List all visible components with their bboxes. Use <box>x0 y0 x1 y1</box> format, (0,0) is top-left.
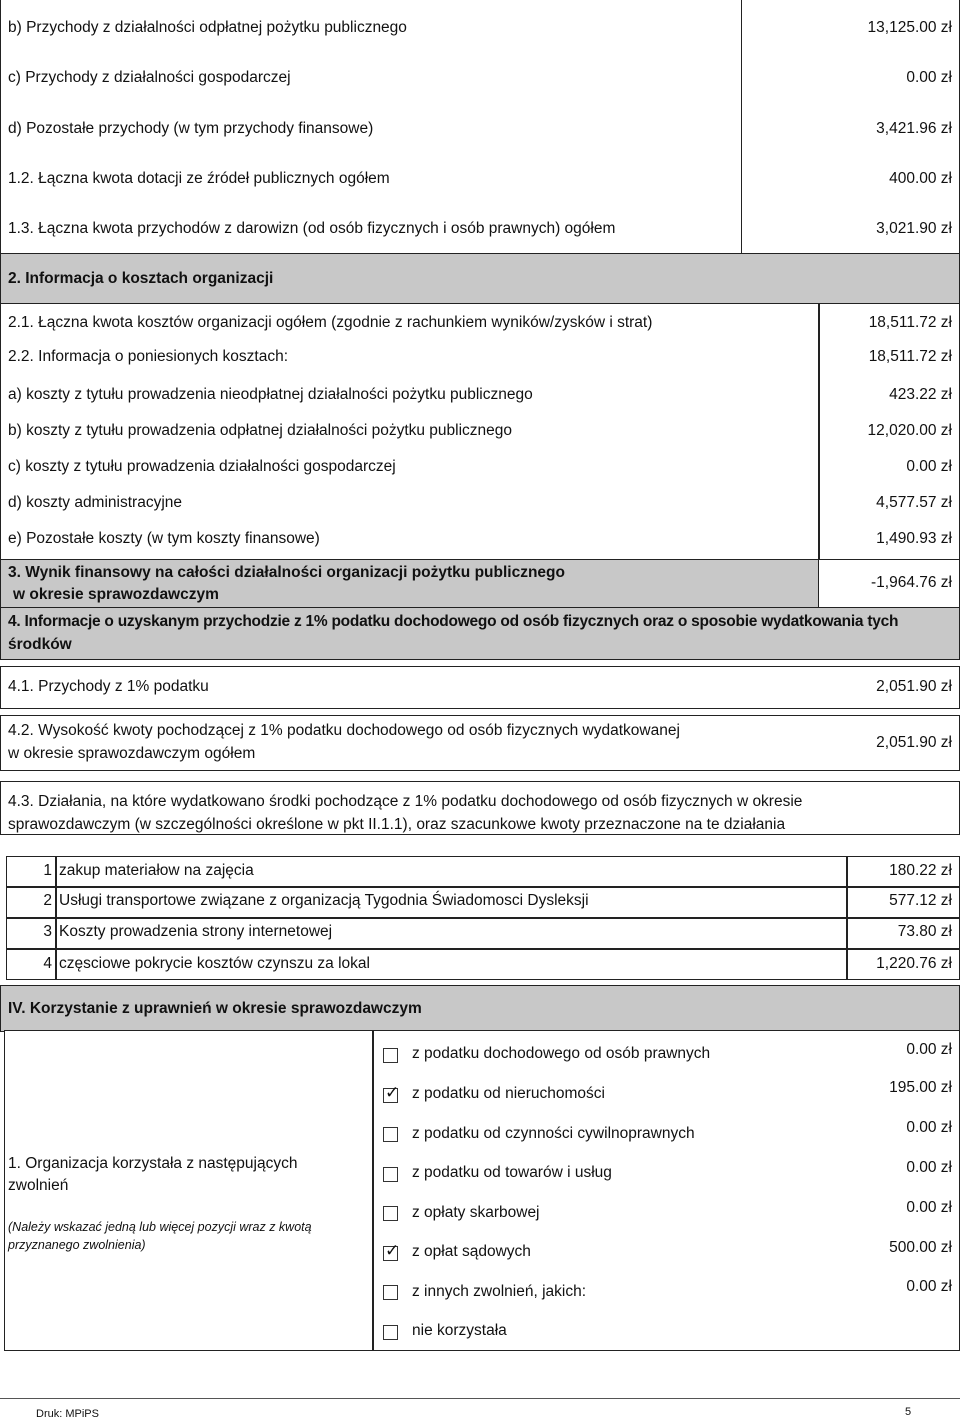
row-4-3-line1: 4.3. Działania, na które wydatkowano środki pochodzące z 1% podatku dochodowego od osób fizycznych w okresie <box>8 793 803 810</box>
row-value: 12,020.00 zł <box>867 422 952 439</box>
exemption-label: z podatku dochodowego od osób prawnych <box>412 1045 711 1062</box>
section-title: 2. Informacja o kosztach organizacji <box>8 270 274 287</box>
activity-value: 180.22 zł <box>889 862 952 879</box>
exemption-checkbox[interactable] <box>383 1241 400 1261</box>
check-icon: ✓ <box>385 1241 400 1260</box>
exemption-label: nie korzystała <box>412 1322 507 1339</box>
exemption-label: z opłaty skarbowej <box>412 1204 540 1221</box>
activity-number: 2 <box>43 892 52 909</box>
section-iv-title: IV. Korzystanie z uprawnień w okresie sprawozdawczym <box>8 1000 422 1017</box>
exemption-label: z opłat sądowych <box>412 1243 531 1260</box>
row-value: 18,511.72 zł <box>868 348 952 365</box>
exemption-label: z podatku od nieruchomości <box>412 1085 606 1102</box>
row-label: d) koszty administracyjne <box>8 494 183 511</box>
activity-name: Koszty prowadzenia strony internetowej <box>59 923 333 940</box>
exemption-value: 0.00 zł <box>906 1159 952 1176</box>
row-value: 0.00 zł <box>906 458 952 475</box>
activity-number: 1 <box>43 862 52 879</box>
row-4-2-value: 2,051.90 zł <box>876 734 952 751</box>
activity-value: 577.12 zł <box>889 892 952 909</box>
row-4-2 <box>0 715 960 771</box>
row-label: a) koszty z tytułu prowadzenia nieodpłatnej działalności pożytku publicznego <box>8 386 533 403</box>
section-4-title-line2: środków <box>8 636 72 653</box>
exemption-value: 0.00 zł <box>906 1278 952 1295</box>
exemption-checkbox[interactable] <box>383 1048 398 1063</box>
exemption-value: 0.00 zł <box>906 1119 952 1136</box>
row-value: 18,511.72 zł <box>868 314 952 331</box>
row-value: 3,021.90 zł <box>876 220 952 237</box>
exemptions-note-line2: przyznanego zwolnienia) <box>8 1238 146 1252</box>
section-3-value-cell <box>818 559 960 609</box>
activity-value: 1,220.76 zł <box>876 955 952 972</box>
exemption-checkbox[interactable] <box>383 1167 398 1182</box>
section-4-header <box>0 607 960 660</box>
section-4-title-line1: 4. Informacje o uzyskanym przychodzie z 1% podatku dochodowego od osób fizycznych oraz o sposobie wydatkowania tych <box>8 613 899 630</box>
footer-print-label: Druk: MPiPS <box>36 1408 99 1420</box>
exemption-value: 0.00 zł <box>906 1199 952 1216</box>
exemption-checkbox[interactable] <box>383 1285 398 1300</box>
row-label: e) Pozostałe koszty (w tym koszty finansowe) <box>8 530 320 547</box>
activity-name: częsciowe pokrycie kosztów czynszu za lokal <box>59 955 370 972</box>
exemptions-box <box>4 1030 960 1351</box>
activities-row-divider <box>6 948 960 950</box>
row-4-2-line1: 4.2. Wysokość kwoty pochodzącej z 1% podatku dochodowego od osób fizycznych wydatkowanej <box>8 722 680 739</box>
row-4-2-line2: w okresie sprawozdawczym ogółem <box>8 745 256 762</box>
row-label: 1.2. Łączna kwota dotacji ze źródeł publicznych ogółem <box>8 170 390 187</box>
exemption-checkbox[interactable] <box>383 1127 398 1142</box>
row-4-3 <box>0 781 960 835</box>
row-label: c) koszty z tytułu prowadzenia działalności gospodarczej <box>8 458 396 475</box>
row-value: 423.22 zł <box>889 386 952 403</box>
activity-name: Usługi transportowe związane z organizacją Tygodnia Świadomosci Dysleksji <box>59 892 589 909</box>
row-value: 0.00 zł <box>906 69 952 86</box>
row-4-1-value: 2,051.90 zł <box>876 678 952 695</box>
exemption-value: 195.00 zł <box>889 1079 952 1096</box>
row-label: c) Przychody z działalności gospodarczej <box>8 69 291 86</box>
activities-row-divider <box>6 917 960 919</box>
row-label: 2.1. Łączna kwota kosztów organizacji ogółem (zgodnie z rachunkiem wyników/zysków i strat) <box>8 314 653 331</box>
page-number: 5 <box>905 1406 912 1418</box>
activity-value: 73.80 zł <box>897 923 952 940</box>
exemptions-label-line2: zwolnień <box>8 1177 69 1194</box>
row-label: 1.3. Łączna kwota przychodów z darowizn (od osób fizycznych i osób prawnych) ogółem <box>8 220 616 237</box>
exemption-value: 0.00 zł <box>906 1041 952 1058</box>
section-3-line2: w okresie sprawozdawczym <box>13 586 219 603</box>
exemption-checkbox[interactable] <box>383 1083 400 1103</box>
costs-divider <box>818 303 820 561</box>
exemptions-divider <box>372 1030 374 1351</box>
row-4-1-label: 4.1. Przychody z 1% podatku <box>8 678 209 695</box>
activity-name: zakup materiałow na zajęcia <box>59 862 254 879</box>
exemption-checkbox[interactable] <box>383 1325 398 1340</box>
exemption-checkbox[interactable] <box>383 1206 398 1221</box>
check-icon: ✓ <box>385 1083 400 1102</box>
footer-rule <box>0 1398 960 1399</box>
section-3-header <box>0 559 820 609</box>
row-label: d) Pozostałe przychody (w tym przychody finansowe) <box>8 120 374 137</box>
row-value: 3,421.96 zł <box>876 120 952 137</box>
section-3-line1: 3. Wynik finansowy na całości działalności organizacji pożytku publicznego <box>8 564 565 581</box>
exemption-label: z innych zwolnień, jakich: <box>412 1283 587 1300</box>
exemptions-label-line1: 1. Organizacja korzystała z następujących <box>8 1155 298 1172</box>
exemption-label: z podatku od towarów i usług <box>412 1164 612 1181</box>
activity-number: 3 <box>43 923 52 940</box>
activities-row-divider <box>6 886 960 888</box>
activity-number: 4 <box>43 955 52 972</box>
row-label: b) koszty z tytułu prowadzenia odpłatnej działalności pożytku publicznego <box>8 422 513 439</box>
exemption-label: z podatku od czynności cywilnoprawnych <box>412 1125 695 1142</box>
row-value: 4,577.57 zł <box>876 494 952 511</box>
row-4-3-line2: sprawozdawczym (w szczególności określone w pkt II.1.1), oraz szacunkowe kwoty przeznaczone na te działania <box>8 816 786 833</box>
exemptions-note-line1: (Należy wskazać jedną lub więcej pozycji wraz z kwotą <box>8 1220 312 1234</box>
row-value: 400.00 zł <box>889 170 952 187</box>
row-value: 13,125.00 zł <box>867 19 952 36</box>
row-4-1 <box>0 666 960 709</box>
section-iv-header <box>0 985 960 1032</box>
row-label: b) Przychody z działalności odpłatnej pożytku publicznego <box>8 19 407 36</box>
row-label: 2.2. Informacja o poniesionych kosztach: <box>8 348 289 365</box>
section-2-header <box>0 253 960 305</box>
exemption-value: 500.00 zł <box>889 1239 952 1256</box>
financial-result-value: -1,964.76 zł <box>871 574 952 591</box>
row-value: 1,490.93 zł <box>876 530 952 547</box>
